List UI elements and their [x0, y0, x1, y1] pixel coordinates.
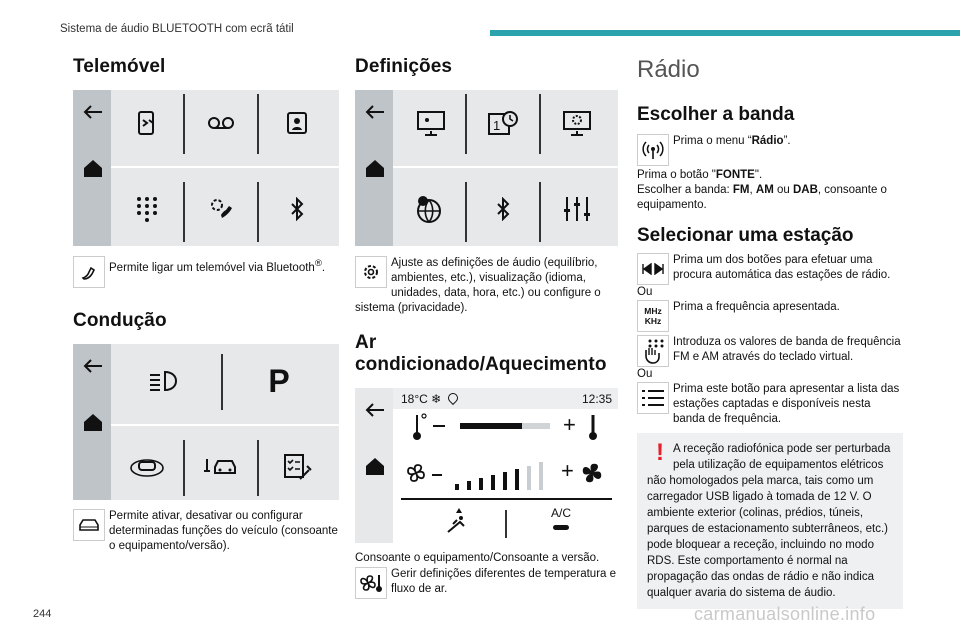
subsection-title-estacao: Selecionar uma estação: [637, 225, 854, 246]
parking-icon[interactable]: P: [268, 362, 290, 399]
definicoes-screen: [355, 90, 618, 246]
headlight-icon[interactable]: [145, 366, 181, 396]
climate-temp-status: 18°C ❄: [401, 392, 442, 406]
ar-para: Consoante o equipamento/Consoante a versão.: [355, 552, 600, 564]
temp-decrease-button[interactable]: [433, 425, 445, 427]
subsection-title-banda: Escolher a banda: [637, 104, 795, 125]
car-icon: [73, 509, 105, 541]
checklist-tool-icon[interactable]: [279, 452, 315, 482]
header-accent-bar: [490, 30, 960, 36]
section-title-conducao: Condução: [73, 310, 167, 331]
date-time-icon[interactable]: [485, 108, 521, 138]
warning-box: [637, 433, 903, 609]
home-icon[interactable]: [365, 456, 385, 476]
screen-settings-icon[interactable]: [559, 108, 595, 138]
warning-text: A receção radiofónica pode ser perturbada pela utilização de equipamentos elétricos não homologados pela marca, tais como um carregador USB ligado à tomada de 12 V. O ambiente exterior (colinas, prédios, túneis, parques de estacionamento subterrâneos, etc.) pode bloquear a receção, incluindo no modo RDS. Este comportamento é normal na propagação das ondas de rádio e não indica qualquer avaria do sistema de áudio.: [647, 443, 891, 599]
temp-slider-track[interactable]: [460, 423, 550, 429]
ar-condicionado-screen: [355, 388, 618, 543]
location-icon: [445, 391, 459, 405]
temp-slider-fill: [460, 423, 522, 429]
settings-gear-icon: [355, 256, 387, 288]
temp-increase-button[interactable]: +: [563, 412, 576, 437]
back-arrow-icon[interactable]: [83, 358, 103, 374]
phone-link-icon: [73, 256, 105, 288]
banda-para-1: Prima o botão "FONTE".: [637, 169, 763, 181]
touch-keypad-icon: [637, 335, 669, 367]
keypad-icon[interactable]: [129, 194, 165, 224]
call-settings-icon[interactable]: [203, 194, 239, 224]
estacao-note-frequency: MHz KHz Prima a frequência apresentada.: [637, 300, 903, 332]
conducao-screen: [73, 344, 339, 500]
estacao-ou-2: Ou: [637, 368, 653, 380]
air-flow-seat-icon[interactable]: [443, 506, 469, 534]
footer-watermark: carmanualsonline.info: [694, 604, 876, 624]
section-title-definicoes: Definições: [355, 56, 453, 77]
mhz-khz-icon: MHz KHz: [637, 300, 669, 332]
column-right: [637, 56, 903, 609]
column-left: [73, 56, 339, 554]
home-icon[interactable]: [365, 158, 385, 178]
fan-speed-bars[interactable]: [455, 460, 551, 490]
fan-low-icon: [403, 460, 429, 486]
back-arrow-icon[interactable]: [83, 104, 103, 120]
telemovel-screen: [73, 90, 339, 246]
warning-icon: !: [656, 439, 664, 466]
ar-note: Gerir definições diferentes de temperatura e fluxo de ar.: [355, 567, 618, 599]
home-icon[interactable]: [83, 412, 103, 432]
climate-status-bar: [393, 388, 618, 409]
section-title-radio: Rádio: [637, 56, 700, 83]
banda-para-2: Escolher a banda: FM, AM ou DAB, consoante o equipamento.: [637, 184, 887, 211]
contacts-icon[interactable]: [279, 108, 315, 138]
definicoes-note: Ajuste as definições de áudio (equilíbrio, ambientes, etc.), visualização (idioma, unidades, data, hora, etc.) ou configure o sistema (privacidade).: [355, 257, 601, 314]
banda-note: Prima o menu “Rádio”.: [637, 134, 903, 166]
svg-text:1: 1: [493, 118, 501, 133]
estacao-note-list: Prima este botão para apresentar a lista das estações captadas e disponíveis nesta banda de frequência.: [637, 382, 903, 427]
header-title: Sistema de áudio BLUETOOTH com ecrã tátil: [60, 23, 294, 35]
list-icon: [637, 382, 669, 414]
fan-high-icon: [577, 458, 607, 488]
conducao-note: Permite ativar, desativar ou configurar determinadas funções do veículo (consoante o equipamento/versão).: [73, 509, 339, 554]
ac-button[interactable]: A/C: [551, 506, 572, 520]
language-globe-icon[interactable]: [411, 194, 447, 224]
page-number: 244: [33, 608, 52, 620]
audio-equalizer-icon[interactable]: [559, 194, 595, 224]
estacao-ou-1: Ou: [637, 286, 653, 298]
phone-mirror-icon[interactable]: [129, 108, 165, 138]
display-brightness-icon[interactable]: [413, 108, 449, 138]
clock: 12:35: [581, 392, 612, 406]
section-title-ar-condicionado: Ar condicionado/Aquecimento: [355, 332, 607, 375]
fan-temperature-icon: [355, 567, 387, 599]
home-icon[interactable]: [83, 158, 103, 178]
telemovel-note: Permite ligar um telemóvel via Bluetooth®.: [73, 256, 339, 288]
radio-antenna-icon: [637, 134, 669, 166]
park-assist-icon[interactable]: [129, 452, 165, 482]
seek-icon: [637, 253, 669, 285]
voicemail-icon[interactable]: [203, 108, 239, 138]
bluetooth-icon[interactable]: [279, 194, 315, 224]
estacao-note-keypad: Introduza os valores de banda de frequência FM e AM através do teclado virtual.: [637, 335, 903, 367]
column-middle: [355, 56, 618, 599]
estacao-note-seek: Prima um dos botões para efetuar uma procura automática das estações de rádio.: [637, 253, 903, 285]
ac-indicator: [553, 525, 569, 530]
fan-increase-button[interactable]: +: [561, 458, 574, 483]
thermometer-low-icon: [411, 412, 431, 442]
bluetooth-icon[interactable]: [485, 194, 521, 224]
back-arrow-icon[interactable]: [365, 104, 385, 120]
fan-decrease-button[interactable]: [432, 474, 442, 476]
back-arrow-icon[interactable]: [365, 402, 385, 418]
section-title-telemovel: Telemóvel: [73, 56, 166, 77]
car-settings-icon[interactable]: [203, 452, 239, 482]
thermometer-high-icon: [587, 412, 603, 442]
